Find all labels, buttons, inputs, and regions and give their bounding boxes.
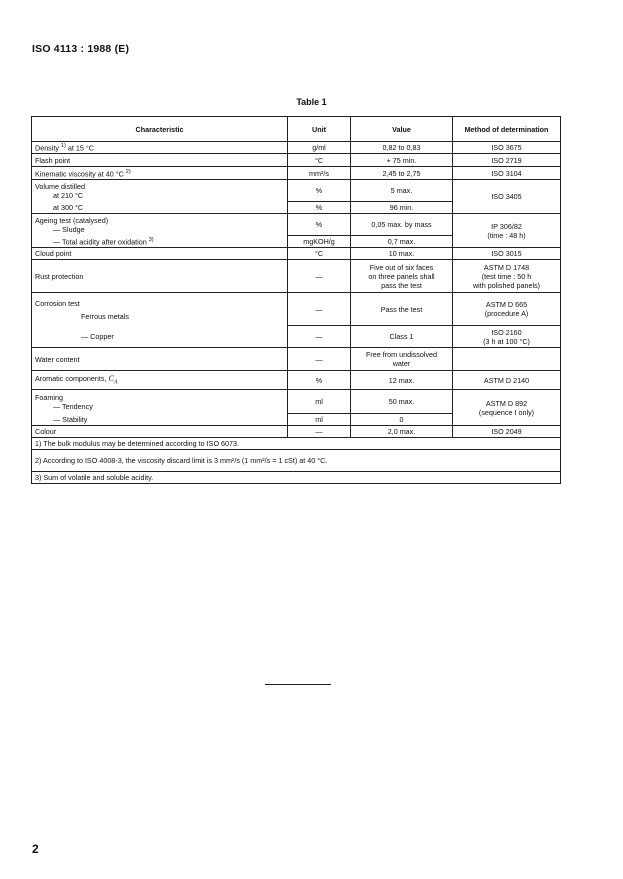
cloud-unit: °C xyxy=(288,248,351,260)
foaming-value-tendency: 50 max. xyxy=(351,390,453,414)
water-unit: — xyxy=(288,348,351,371)
kinematic-value: 2,45 to 2,75 xyxy=(351,167,453,180)
kinematic-unit: mm²/s xyxy=(288,167,351,180)
column-header-method: Method of determination xyxy=(453,117,561,142)
row-density xyxy=(32,142,561,154)
row-foaming-tendency xyxy=(32,390,561,414)
colour-label: Colour xyxy=(32,426,288,438)
kinematic-method: ISO 3104 xyxy=(453,167,561,180)
water-method xyxy=(453,348,561,371)
ageing-label: Ageing test (catalysed) — Sludge xyxy=(32,214,288,236)
colour-unit: — xyxy=(288,426,351,438)
table-title: Table 1 xyxy=(296,97,327,107)
distilled-value-210: 5 max. xyxy=(351,180,453,202)
specification-table xyxy=(31,116,561,484)
distilled-label: Volume distilled at 210 °C xyxy=(32,180,288,202)
foaming-label: Foaming — Tendency xyxy=(32,390,288,414)
flash-method: ISO 2719 xyxy=(453,154,561,167)
corrosion-method-ferrous: ASTM D 665 (procedure A) xyxy=(453,293,561,326)
density-label: Density $^{1)}$ at 15 °C xyxy=(32,142,288,154)
distilled-method: ISO 3405 xyxy=(453,180,561,214)
density-value: 0,82 to 0,83 xyxy=(351,142,453,154)
column-header-characteristic: Characteristic xyxy=(32,117,288,142)
flash-label: Flash point xyxy=(32,154,288,167)
table-header-row xyxy=(32,117,561,142)
row-water-content xyxy=(32,348,561,371)
row-colour xyxy=(32,426,561,438)
foaming-value-stability: 0 xyxy=(351,414,453,426)
distilled-sub-300: at 300 °C xyxy=(32,202,288,214)
colour-method: ISO 2049 xyxy=(453,426,561,438)
corrosion-value-ferrous: Pass the test xyxy=(351,293,453,326)
ageing-unit-acidity: mgKOH/g xyxy=(288,236,351,248)
cloud-method: ISO 3015 xyxy=(453,248,561,260)
flash-unit: °C xyxy=(288,154,351,167)
ageing-value-sludge: 0,05 max. by mass xyxy=(351,214,453,236)
corrosion-sub-copper: — Copper xyxy=(32,326,288,348)
foaming-unit-stability: ml xyxy=(288,414,351,426)
corrosion-unit-copper: — xyxy=(288,326,351,348)
water-value: Free from undissolved water xyxy=(351,348,453,371)
row-cloud-point xyxy=(32,248,561,260)
footnote-1: 1) The bulk modulus may be determined according to ISO 6073. xyxy=(32,438,561,450)
row-rust-protection xyxy=(32,260,561,293)
rust-label: Rust protection xyxy=(32,260,288,293)
corrosion-method-copper: ISO 2160 (3 h at 100 °C) xyxy=(453,326,561,348)
row-aromatic-components xyxy=(32,371,561,390)
foaming-unit-tendency: ml xyxy=(288,390,351,414)
document-header: ISO 4113 : 1988 (E) xyxy=(32,43,130,55)
row-corrosion-copper xyxy=(32,326,561,348)
rust-method: ASTM D 1748 (test time : 50 h with polished panels) xyxy=(453,260,561,293)
footnote-3: 3) Sum of volatile and soluble acidity. xyxy=(32,472,561,484)
foaming-method: ASTM D 892 (sequence I only) xyxy=(453,390,561,426)
density-unit: g/ml xyxy=(288,142,351,154)
foaming-sub-stability: — Stability xyxy=(32,414,288,426)
aromatic-unit: % xyxy=(288,371,351,390)
water-label: Water content xyxy=(32,348,288,371)
rust-unit: — xyxy=(288,260,351,293)
row-volume-distilled-210 xyxy=(32,180,561,202)
colour-value: 2,0 max. xyxy=(351,426,453,438)
aromatic-label: Aromatic components, $C_A$ xyxy=(32,371,288,390)
row-flash-point xyxy=(32,154,561,167)
footer-divider xyxy=(265,684,331,685)
distilled-value-300: 96 min. xyxy=(351,202,453,214)
cloud-value: 10 max. xyxy=(351,248,453,260)
footnote-2: 2) According to ISO 4008-3, the viscosity discard limit is 3 mm²/s (1 mm²/s = 1 cSt) at 40 °C. xyxy=(32,450,561,472)
corrosion-value-copper: Class 1 xyxy=(351,326,453,348)
ageing-value-acidity: 0,7 max. xyxy=(351,236,453,248)
row-ageing-sludge xyxy=(32,214,561,236)
aromatic-method: ASTM D 2140 xyxy=(453,371,561,390)
kinematic-label: Kinematic viscosity at 40 °C $^{2)}$ xyxy=(32,167,288,180)
aromatic-value: 12 max. xyxy=(351,371,453,390)
column-header-value: Value xyxy=(351,117,453,142)
distilled-unit-300: % xyxy=(288,202,351,214)
corrosion-unit-ferrous: — xyxy=(288,293,351,326)
row-corrosion-ferrous xyxy=(32,293,561,326)
distilled-unit-210: % xyxy=(288,180,351,202)
density-method: ISO 3675 xyxy=(453,142,561,154)
row-kinematic-viscosity xyxy=(32,167,561,180)
page-number: 2 xyxy=(32,842,39,856)
cloud-label: Cloud point xyxy=(32,248,288,260)
ageing-method: IP 306/82 (time : 48 h) xyxy=(453,214,561,248)
ageing-unit-sludge: % xyxy=(288,214,351,236)
flash-value: + 75 min. xyxy=(351,154,453,167)
rust-value: Five out of six faces on three panels shall pass the test xyxy=(351,260,453,293)
corrosion-label: Corrosion test Ferrous metals xyxy=(32,293,288,326)
column-header-unit: Unit xyxy=(288,117,351,142)
ageing-sub-acidity: — Total acidity after oxidation $^{3)}$ xyxy=(32,236,288,248)
